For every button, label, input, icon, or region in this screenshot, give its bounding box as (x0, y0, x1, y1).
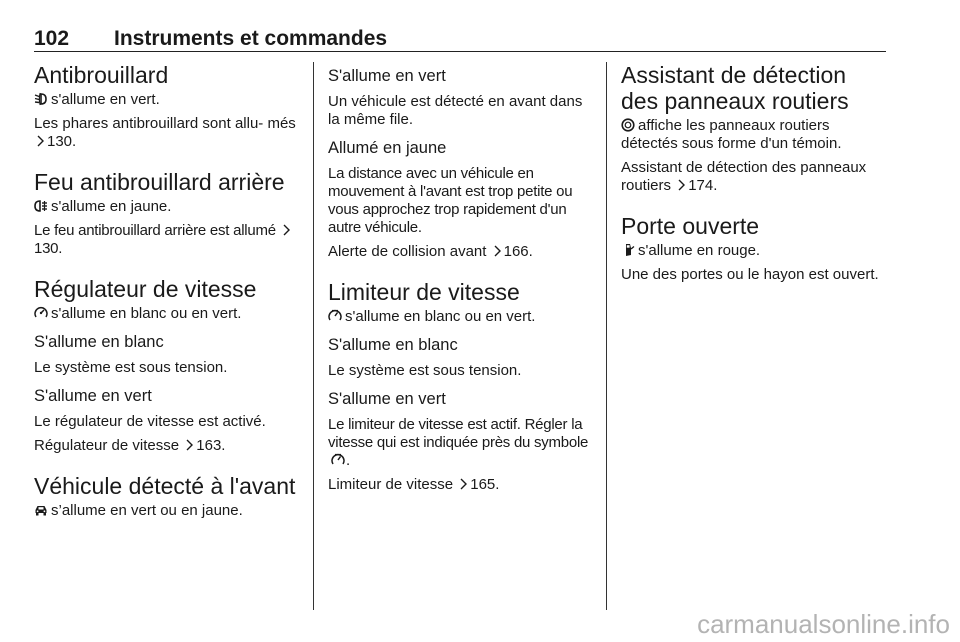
cruise-white-text: Le système est sous tension. (34, 359, 228, 376)
column-divider-2 (606, 62, 607, 610)
page-ref-icon (36, 135, 45, 147)
page-ref-icon (493, 245, 502, 257)
sign-assist-status (621, 117, 883, 153)
door-status-text: s'allume en rouge. (638, 242, 761, 259)
rear-fog-status-text: s'allume en jaune. (51, 198, 172, 215)
watermark: carmanualsonline.info (697, 609, 950, 639)
vehicle-ahead-yellow-text: La distance avec un véhicule en mouvement à l'avant est trop petite ou vous approchez trop rapidement d'un autre véhicule. (328, 165, 573, 236)
cruise-status-text: s'allume en blanc ou en vert. (51, 305, 242, 322)
limiter-white-text: Le système est sous tension. (328, 362, 522, 379)
cruise-ref-text: Régulateur de vitesse (34, 437, 180, 454)
limiter-green-heading: S'allume en vert (328, 390, 446, 408)
speed-limiter-icon (331, 453, 345, 467)
limiter-green-text-end: . (346, 452, 350, 469)
vehicle-ahead-status (34, 502, 296, 520)
fog-desc (34, 115, 296, 151)
section-title-vehicle-ahead: Véhicule détecté à l'avant (34, 473, 296, 499)
door-open-icon (621, 243, 635, 257)
vehicle-ahead-green-heading: S'allume en vert (328, 67, 446, 85)
page-ref-icon (459, 478, 468, 490)
page-number: 102 (34, 27, 70, 50)
limiter-status (328, 308, 590, 326)
vehicle-ahead-yellow-heading: Allumé en jaune (328, 139, 447, 157)
vehicle-ahead-icon (34, 503, 48, 517)
cruise-ref-line (34, 437, 296, 455)
cruise-green-heading: S'allume en vert (34, 387, 152, 405)
limiter-status-text: s'allume en blanc ou en vert. (345, 308, 536, 325)
column-2 (328, 62, 590, 500)
vehicle-ahead-green-text: Un véhicule est détecté en avant dans la même file. (328, 93, 583, 128)
fog-desc-text: Les phares antibrouillard sont allu‑ més (34, 115, 296, 132)
rear-fog-desc (34, 222, 296, 258)
cruise-white-heading: S'allume en blanc (34, 333, 164, 351)
cruise-ref: 163. (196, 437, 226, 454)
section-title-sign-assist: Assistant de détection des panneaux routiers (621, 62, 849, 114)
sign-assist-status-text: affiche les panneaux routiers détectés sous forme d'un témoin. (621, 117, 842, 152)
cruise-green-text: Le régulateur de vitesse est activé. (34, 413, 266, 430)
rear-fog-status (34, 198, 296, 216)
cruise-control-icon (34, 306, 48, 320)
limiter-ref: 165. (470, 476, 500, 493)
fog-ref: 130. (47, 133, 77, 150)
speed-limiter-icon (328, 309, 342, 323)
rear-fog-desc-text: Le feu antibrouillard arrière est allumé (34, 222, 276, 239)
page-header (34, 27, 886, 52)
section-title-cruise: Régulateur de vitesse (34, 276, 257, 302)
door-status (621, 242, 883, 260)
rear-fog-light-icon (34, 199, 48, 213)
section-title-limiter: Limiteur de vitesse (328, 279, 520, 305)
limiter-green-para (328, 416, 590, 470)
vehicle-ahead-ref: 166. (503, 243, 533, 260)
vehicle-ahead-status-text: s’allume en vert ou en jaune. (51, 502, 243, 519)
page-ref-icon (282, 224, 291, 236)
sign-assist-ref: 174. (688, 177, 718, 194)
section-title-fog: Antibrouillard (34, 62, 169, 88)
traffic-sign-icon (621, 118, 635, 132)
limiter-ref-text: Limiteur de vitesse (328, 476, 454, 493)
page-ref-icon (677, 179, 686, 191)
fog-status-text: s'allume en vert. (51, 91, 160, 108)
door-desc: Une des portes ou le hayon est ouvert. (621, 266, 879, 283)
sign-assist-ref-text: Assistant de détection des panneaux routiers (621, 159, 867, 194)
limiter-green-text: Le limiteur de vitesse est actif. Régler la vitesse qui est indiquée près du symbole (328, 416, 589, 451)
vehicle-ahead-ref-text: Alerte de collision avant (328, 243, 487, 260)
vehicle-ahead-ref-line (328, 243, 590, 261)
running-title: Instruments et commandes (114, 27, 388, 50)
limiter-white-heading: S'allume en blanc (328, 336, 458, 354)
rear-fog-ref: 130. (34, 240, 63, 257)
fog-status (34, 91, 296, 109)
limiter-ref-line (328, 476, 590, 494)
section-title-rear-fog: Feu antibrouillard arrière (34, 169, 285, 195)
section-title-door: Porte ouverte (621, 213, 760, 239)
column-3 (621, 62, 883, 290)
cruise-status (34, 305, 296, 323)
page-ref-icon (185, 439, 194, 451)
front-fog-light-icon (34, 92, 48, 106)
column-1 (34, 62, 296, 526)
column-divider-1 (313, 62, 314, 610)
sign-assist-ref-line (621, 159, 883, 195)
